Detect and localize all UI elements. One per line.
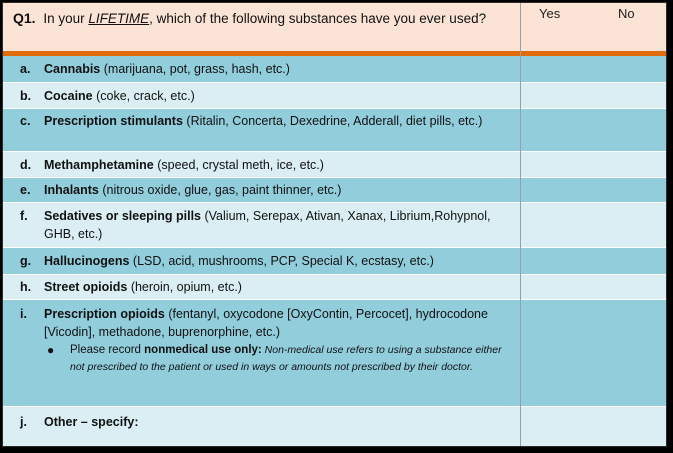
- yes-answer-cell[interactable]: [521, 203, 593, 247]
- question-text: [13, 10, 486, 26]
- yes-answer-cell[interactable]: [521, 275, 593, 299]
- yes-answer-cell[interactable]: [521, 152, 593, 177]
- other-specify-label: Other – specify:: [44, 415, 139, 429]
- row-description: [44, 252, 514, 270]
- nonmedical-use-note: [44, 342, 514, 376]
- row-letter: g.: [20, 254, 32, 268]
- question-emphasis: LIFETIME: [88, 11, 150, 26]
- column-header-no: No: [618, 6, 635, 21]
- yes-answer-cell[interactable]: [521, 109, 593, 151]
- yes-answer-cell[interactable]: [521, 83, 593, 108]
- substance-name: Inhalants: [44, 183, 99, 197]
- no-answer-cell[interactable]: [593, 152, 667, 177]
- substance-row-street-opioids: [3, 275, 667, 300]
- no-answer-cell[interactable]: [593, 83, 667, 108]
- note-prefix: Please record: [70, 344, 145, 356]
- no-answer-cell[interactable]: [593, 275, 667, 299]
- row-description: [44, 207, 514, 243]
- note-definition: Non-medical use refers to using a substance either not prescribed to the patient or used in ways or amounts not prescribed by their doctor.: [70, 344, 502, 373]
- substance-row-inhalants: [3, 178, 667, 203]
- row-description: [44, 305, 514, 376]
- substance-list: [3, 56, 667, 447]
- substance-name: Cannabis: [44, 62, 101, 76]
- column-header-yes: Yes: [539, 6, 561, 21]
- yes-answer-cell[interactable]: [521, 300, 593, 406]
- substance-row-cannabis: [3, 56, 667, 83]
- row-description: [44, 181, 514, 199]
- substance-name: Prescription opioids: [44, 307, 165, 321]
- row-description: [44, 112, 514, 130]
- row-letter: a.: [20, 62, 31, 76]
- substance-examples: (speed, crystal meth, ice, etc.): [153, 158, 324, 172]
- yes-answer-cell[interactable]: [521, 178, 593, 202]
- substance-examples: (marijuana, pot, grass, hash, etc.): [100, 62, 290, 76]
- substance-row-other: [3, 407, 667, 447]
- substance-examples: (LSD, acid, mushrooms, PCP, Special K, ecstasy, etc.): [129, 254, 434, 268]
- questionnaire-table: [2, 2, 667, 447]
- substance-examples: (nitrous oxide, glue, gas, paint thinner, etc.): [98, 183, 342, 197]
- row-description: [44, 278, 514, 296]
- no-answer-cell[interactable]: [593, 109, 667, 151]
- row-letter: c.: [20, 114, 31, 128]
- row-letter: i.: [20, 307, 27, 321]
- no-answer-cell[interactable]: [593, 178, 667, 202]
- row-description: [44, 87, 514, 105]
- row-letter: b.: [20, 89, 32, 103]
- substance-examples: (Ritalin, Concerta, Dexedrine, Adderall, diet pills, etc.): [182, 114, 483, 128]
- row-letter: h.: [20, 280, 32, 294]
- row-description: [44, 156, 514, 174]
- no-answer-cell[interactable]: [593, 300, 667, 406]
- no-answer-cell[interactable]: [593, 407, 667, 446]
- substance-row-cocaine: [3, 83, 667, 109]
- row-description: [44, 60, 514, 78]
- substance-examples: (fentanyl, oxycodone [OxyContin, Percocet], hydrocodone [Vicodin], methadone, buprenorphine, etc.): [44, 307, 488, 339]
- substance-name: Street opioids: [44, 280, 128, 294]
- column-divider: [520, 3, 521, 447]
- note-emphasis: nonmedical use only:: [144, 344, 262, 356]
- no-answer-cell[interactable]: [593, 56, 667, 82]
- yes-answer-cell[interactable]: [521, 56, 593, 82]
- yes-answer-cell[interactable]: [521, 248, 593, 274]
- substance-row-prescription-opioids: [3, 300, 667, 407]
- substance-row-hallucinogens: [3, 248, 667, 275]
- bullet-icon: ●: [47, 343, 55, 357]
- header-divider: [3, 51, 667, 56]
- substance-examples: (coke, crack, etc.): [92, 89, 195, 103]
- no-answer-cell[interactable]: [593, 203, 667, 247]
- substance-examples: (Valium, Serepax, Ativan, Xanax, Librium,Rohypnol, GHB, etc.): [44, 209, 491, 241]
- substance-name: Cocaine: [44, 89, 93, 103]
- row-letter: f.: [20, 209, 28, 223]
- substance-name: Prescription stimulants: [44, 114, 183, 128]
- substance-name: Methamphetamine: [44, 158, 154, 172]
- substance-examples: (heroin, opium, etc.): [127, 280, 242, 294]
- row-letter: j.: [20, 415, 27, 429]
- substance-row-prescription-stimulants: [3, 109, 667, 152]
- yes-answer-cell[interactable]: [521, 407, 593, 446]
- row-letter: d.: [20, 158, 32, 172]
- row-description: [44, 413, 514, 431]
- substance-row-methamphetamine: [3, 152, 667, 178]
- substance-name: Hallucinogens: [44, 254, 130, 268]
- no-answer-cell[interactable]: [593, 248, 667, 274]
- substance-row-sedatives: [3, 203, 667, 248]
- question-text-before: In your: [43, 11, 89, 26]
- row-letter: e.: [20, 183, 31, 197]
- question-header: [3, 3, 667, 53]
- question-number: Q1.: [13, 10, 36, 26]
- question-text-after: , which of the following substances have you ever used?: [149, 11, 487, 26]
- substance-name: Sedatives or sleeping pills: [44, 209, 202, 223]
